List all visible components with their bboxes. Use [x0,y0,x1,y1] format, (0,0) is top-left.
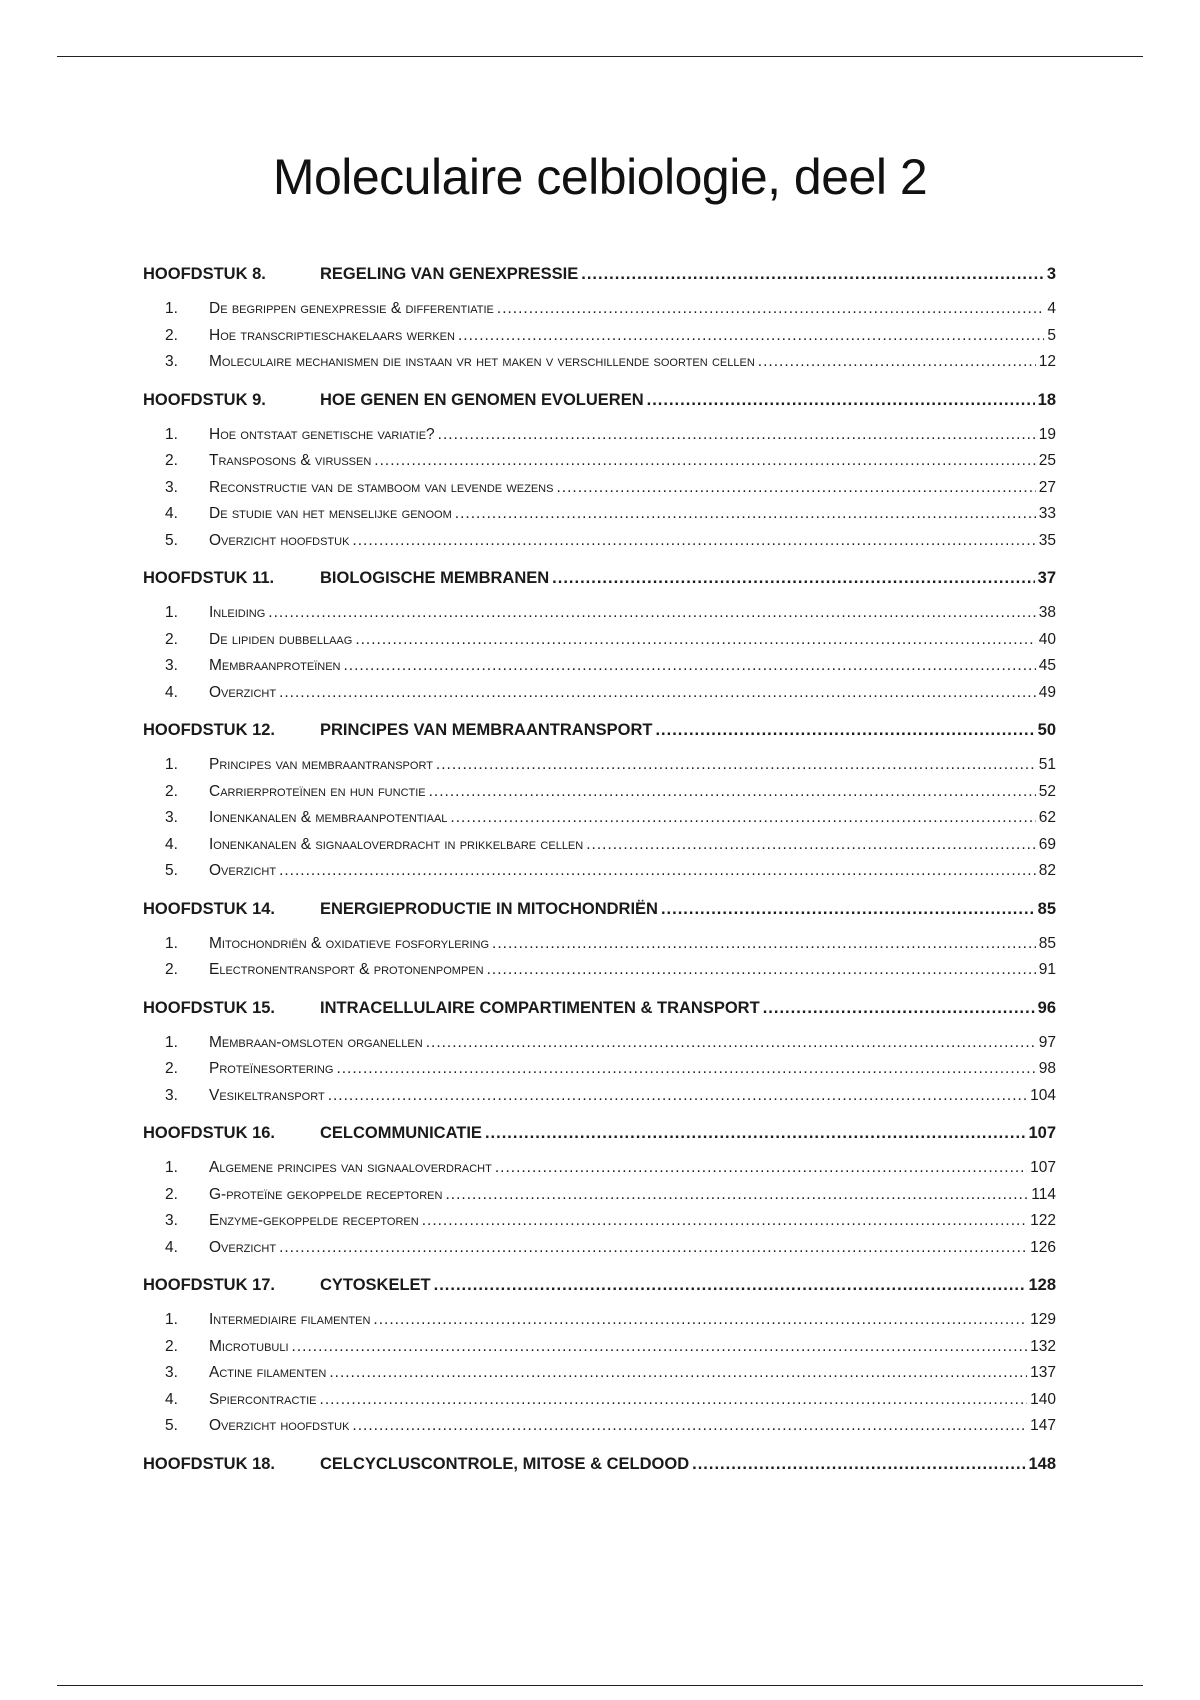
chapter-title: HOE GENEN EN GENOMEN EVOLUEREN [320,390,644,409]
toc-section-entry[interactable] [143,505,1056,532]
toc-chapter-entry[interactable] [143,721,1056,747]
toc-section-entry[interactable] [143,479,1056,506]
dot-leader [487,961,1036,979]
section-number: 5. [165,1417,178,1434]
dot-leader [355,631,1035,649]
section-title: Carrierproteïnen en hun functie [209,782,426,800]
toc-chapter-entry[interactable] [143,1276,1056,1302]
dot-leader [352,1417,1027,1435]
chapter-label: HOOFDSTUK 9. [143,390,266,409]
dot-leader [581,265,1044,284]
section-number: 4. [165,835,178,853]
toc-section-entry[interactable] [143,1239,1056,1266]
toc-section-entry[interactable] [143,836,1056,863]
section-number: 2. [165,961,178,978]
section-title: De begrippen genexpressie & differentiatie [209,300,494,317]
dot-leader [320,1391,1028,1409]
section-page-number: 132 [1030,1337,1056,1355]
toc-section-entry[interactable] [143,300,1056,327]
section-number: 2. [165,1060,178,1077]
toc-section-entry[interactable] [143,1087,1056,1114]
section-number: 3. [165,353,178,370]
section-title: Actine filamenten [209,1364,327,1381]
section-title: Ionenkanalen & signaaloverdracht in prikkelbare cellen [209,835,584,853]
section-number: 4. [165,683,178,701]
section-page-number: 33 [1038,505,1056,522]
section-title: Ionenkanalen & membraanpotentiaal [209,809,448,826]
section-title: Principes van membraantransport [209,756,433,773]
dot-leader [436,756,1036,774]
section-title: Vesikeltransport [209,1086,325,1104]
section-page-number: 97 [1038,1033,1056,1051]
dot-leader [455,505,1036,523]
chapter-title: CELCYCLUSCONTROLE, MITOSE & CELDOOD [320,1454,690,1473]
dot-leader [497,300,1044,318]
section-page-number: 126 [1030,1238,1056,1256]
dot-leader [373,1311,1027,1329]
dot-leader [495,1159,1027,1177]
section-number: 5. [165,531,178,549]
toc-section-entry[interactable] [143,1060,1056,1087]
section-title: Enzyme-gekoppelde receptoren [209,1212,419,1229]
chapter-label: HOOFDSTUK 15. [143,998,276,1017]
chapter-label: HOOFDSTUK 8. [143,265,266,283]
chapter-label: HOOFDSTUK 17. [143,1276,276,1294]
section-title: Mitochondriën & oxidatieve fosforylering [209,934,490,952]
toc-section-entry[interactable] [143,631,1056,658]
toc-chapter-entry[interactable] [143,569,1056,595]
section-page-number: 69 [1038,835,1056,853]
dot-leader [279,862,1036,880]
toc-section-entry[interactable] [143,1159,1056,1186]
toc-section-entry[interactable] [143,809,1056,836]
chapter-title: REGELING VAN GENEXPRESSIE [320,265,579,283]
chapter-label: HOOFDSTUK 16. [143,1124,276,1142]
dot-leader [655,721,1034,740]
section-page-number: 140 [1030,1390,1056,1408]
chapter-label: HOOFDSTUK 12. [143,721,276,739]
toc-section-entry[interactable] [143,426,1056,453]
section-page-number: 52 [1038,782,1056,800]
section-page-number: 40 [1038,630,1056,648]
section-title: Hoe transcriptieschakelaars werken [209,326,455,344]
dot-leader [329,1364,1027,1382]
section-title: Membraan-omsloten organellen [209,1033,423,1051]
chapter-page-number: 128 [1028,1276,1056,1294]
toc-section-entry[interactable] [143,353,1056,380]
dot-leader [328,1087,1027,1105]
section-number: 2. [165,1185,178,1203]
section-number: 2. [165,782,178,800]
section-page-number: 35 [1038,531,1056,549]
section-title: Proteïnesortering [209,1060,334,1077]
section-page-number: 129 [1030,1311,1056,1328]
section-title: Moleculaire mechanismen die instaan vr het maken v verschillende soorten cellen [209,353,755,370]
toc-section-entry[interactable] [143,783,1056,810]
dot-leader [586,836,1036,854]
section-number: 1. [165,604,178,621]
toc-section-entry[interactable] [143,1364,1056,1391]
page-title: Moleculaire celbiologie, deel 2 [272,149,928,205]
top-rule [57,56,1143,57]
toc-section-entry[interactable] [143,1186,1056,1213]
section-title: Overzicht hoofdstuk [209,1417,350,1434]
section-page-number: 107 [1030,1159,1056,1176]
section-page-number: 104 [1030,1086,1056,1104]
section-number: 1. [165,300,178,317]
section-page-number: 122 [1030,1212,1056,1229]
toc-section-entry[interactable] [143,756,1056,783]
toc-section-entry[interactable] [143,935,1056,962]
toc-section-entry[interactable] [143,1212,1056,1239]
section-page-number: 147 [1030,1417,1056,1434]
dot-leader [758,353,1036,371]
chapter-page-number: 18 [1037,390,1056,409]
chapter-title: ENERGIEPRODUCTIE IN MITOCHONDRIËN [320,899,658,918]
section-page-number: 51 [1038,756,1056,773]
chapter-page-number: 107 [1028,1124,1056,1142]
toc-chapter-entry[interactable] [143,391,1056,417]
toc-chapter-entry[interactable] [143,900,1056,926]
section-title: Overzicht [209,683,277,701]
toc-chapter-entry[interactable] [143,1124,1056,1150]
section-number: 1. [165,425,178,443]
section-page-number: 137 [1030,1364,1056,1381]
toc-section-entry[interactable] [143,604,1056,631]
dot-leader [352,532,1035,550]
chapter-page-number: 50 [1037,721,1056,739]
dot-leader [450,809,1035,827]
toc-section-entry[interactable] [143,1311,1056,1338]
section-page-number: 82 [1038,862,1056,879]
toc-chapter-entry[interactable] [143,999,1056,1025]
section-number: 2. [165,630,178,648]
section-number: 3. [165,657,178,674]
section-title: Electronentransport & protonenpompen [209,961,484,978]
chapter-title: CELCOMMUNICATIE [320,1124,482,1142]
toc-section-entry[interactable] [143,327,1056,354]
dot-leader [692,1455,1025,1474]
section-page-number: 114 [1031,1185,1056,1203]
toc-chapter-entry[interactable] [143,265,1056,291]
dot-leader [429,783,1036,801]
section-page-number: 4 [1047,300,1056,317]
toc-section-entry[interactable] [143,862,1056,889]
section-page-number: 62 [1038,809,1056,826]
toc-section-entry[interactable] [143,961,1056,988]
dot-leader [438,426,1036,444]
section-number: 3. [165,1086,178,1104]
section-number: 1. [165,1159,178,1176]
dot-leader [268,604,1035,622]
section-page-number: 25 [1038,452,1056,469]
section-title: Overzicht [209,1238,277,1256]
section-title: Reconstructie van de stamboom van levende wezens [209,478,554,496]
chapter-label: HOOFDSTUK 18. [143,1454,276,1473]
dot-leader [492,935,1036,953]
section-page-number: 12 [1038,353,1056,370]
chapter-title: PRINCIPES VAN MEMBRAANTRANSPORT [320,721,653,739]
section-title: G-proteïne gekoppelde receptoren [209,1185,443,1203]
dot-leader [434,1276,1026,1295]
section-page-number: 19 [1038,425,1056,443]
dot-leader [343,657,1035,675]
toc-section-entry[interactable] [143,452,1056,479]
chapter-page-number: 3 [1046,265,1056,283]
dot-leader [374,452,1035,470]
section-number: 2. [165,326,178,344]
section-number: 4. [165,1390,178,1408]
toc-section-entry[interactable] [143,1034,1056,1061]
section-title: De studie van het menselijke genoom [209,505,452,522]
chapter-label: HOOFDSTUK 11. [143,569,275,587]
chapter-title: BIOLOGISCHE MEMBRANEN [320,569,550,587]
section-page-number: 45 [1038,657,1056,674]
section-number: 1. [165,1033,178,1051]
section-title: Inleiding [209,604,266,621]
section-page-number: 5 [1047,326,1056,344]
chapter-label: HOOFDSTUK 14. [143,899,276,918]
bottom-rule [57,1685,1143,1686]
dot-leader [426,1034,1036,1052]
section-title: Spiercontractie [209,1390,317,1408]
section-number: 4. [165,1238,178,1256]
section-title: Overzicht hoofdstuk [209,531,350,549]
dot-leader [292,1338,1028,1356]
chapter-title: INTRACELLULAIRE COMPARTIMENTEN & TRANSPORT [320,998,760,1017]
section-title: Microtubuli [209,1337,289,1355]
dot-leader [279,684,1036,702]
toc-section-entry[interactable] [143,532,1056,559]
section-page-number: 85 [1038,934,1056,952]
section-number: 2. [165,452,178,469]
section-number: 1. [165,756,178,773]
section-number: 1. [165,934,178,952]
toc-section-entry[interactable] [143,657,1056,684]
section-page-number: 49 [1038,683,1056,701]
section-title: Intermediaire filamenten [209,1311,371,1328]
section-number: 3. [165,809,178,826]
dot-leader [485,1124,1026,1143]
section-number: 3. [165,1364,178,1381]
chapter-page-number: 96 [1037,998,1056,1017]
toc-section-entry[interactable] [143,1338,1056,1365]
dot-leader [279,1239,1027,1257]
chapter-page-number: 148 [1028,1454,1056,1473]
section-page-number: 27 [1038,478,1056,496]
dot-leader [552,569,1034,588]
section-title: Algemene principes van signaaloverdracht [209,1159,492,1176]
section-title: Transposons & virussen [209,452,372,469]
dot-leader [661,900,1035,919]
section-number: 3. [165,1212,178,1229]
dot-leader [556,479,1035,497]
dot-leader [445,1186,1028,1204]
section-number: 5. [165,862,178,879]
dot-leader [336,1060,1035,1078]
section-title: Hoe ontstaat genetische variatie? [209,425,435,443]
section-page-number: 98 [1038,1060,1056,1077]
chapter-page-number: 37 [1037,569,1056,587]
section-title: Overzicht [209,862,277,879]
section-page-number: 91 [1038,961,1056,978]
section-number: 1. [165,1311,178,1328]
section-number: 2. [165,1337,178,1355]
toc-section-entry[interactable] [143,1417,1056,1444]
dot-leader [647,391,1035,410]
table-of-contents [143,265,1056,1490]
section-title: Membraanproteïnen [209,657,341,674]
toc-chapter-entry[interactable] [143,1455,1056,1481]
section-number: 3. [165,478,178,496]
toc-section-entry[interactable] [143,1391,1056,1418]
section-number: 4. [165,505,178,522]
section-page-number: 38 [1038,604,1056,621]
toc-section-entry[interactable] [143,684,1056,711]
dot-leader [763,999,1035,1018]
chapter-title: CYTOSKELET [320,1276,431,1294]
dot-leader [422,1212,1027,1230]
section-title: De lipiden dubbellaag [209,630,353,648]
dot-leader [458,327,1044,345]
chapter-page-number: 85 [1037,899,1056,918]
